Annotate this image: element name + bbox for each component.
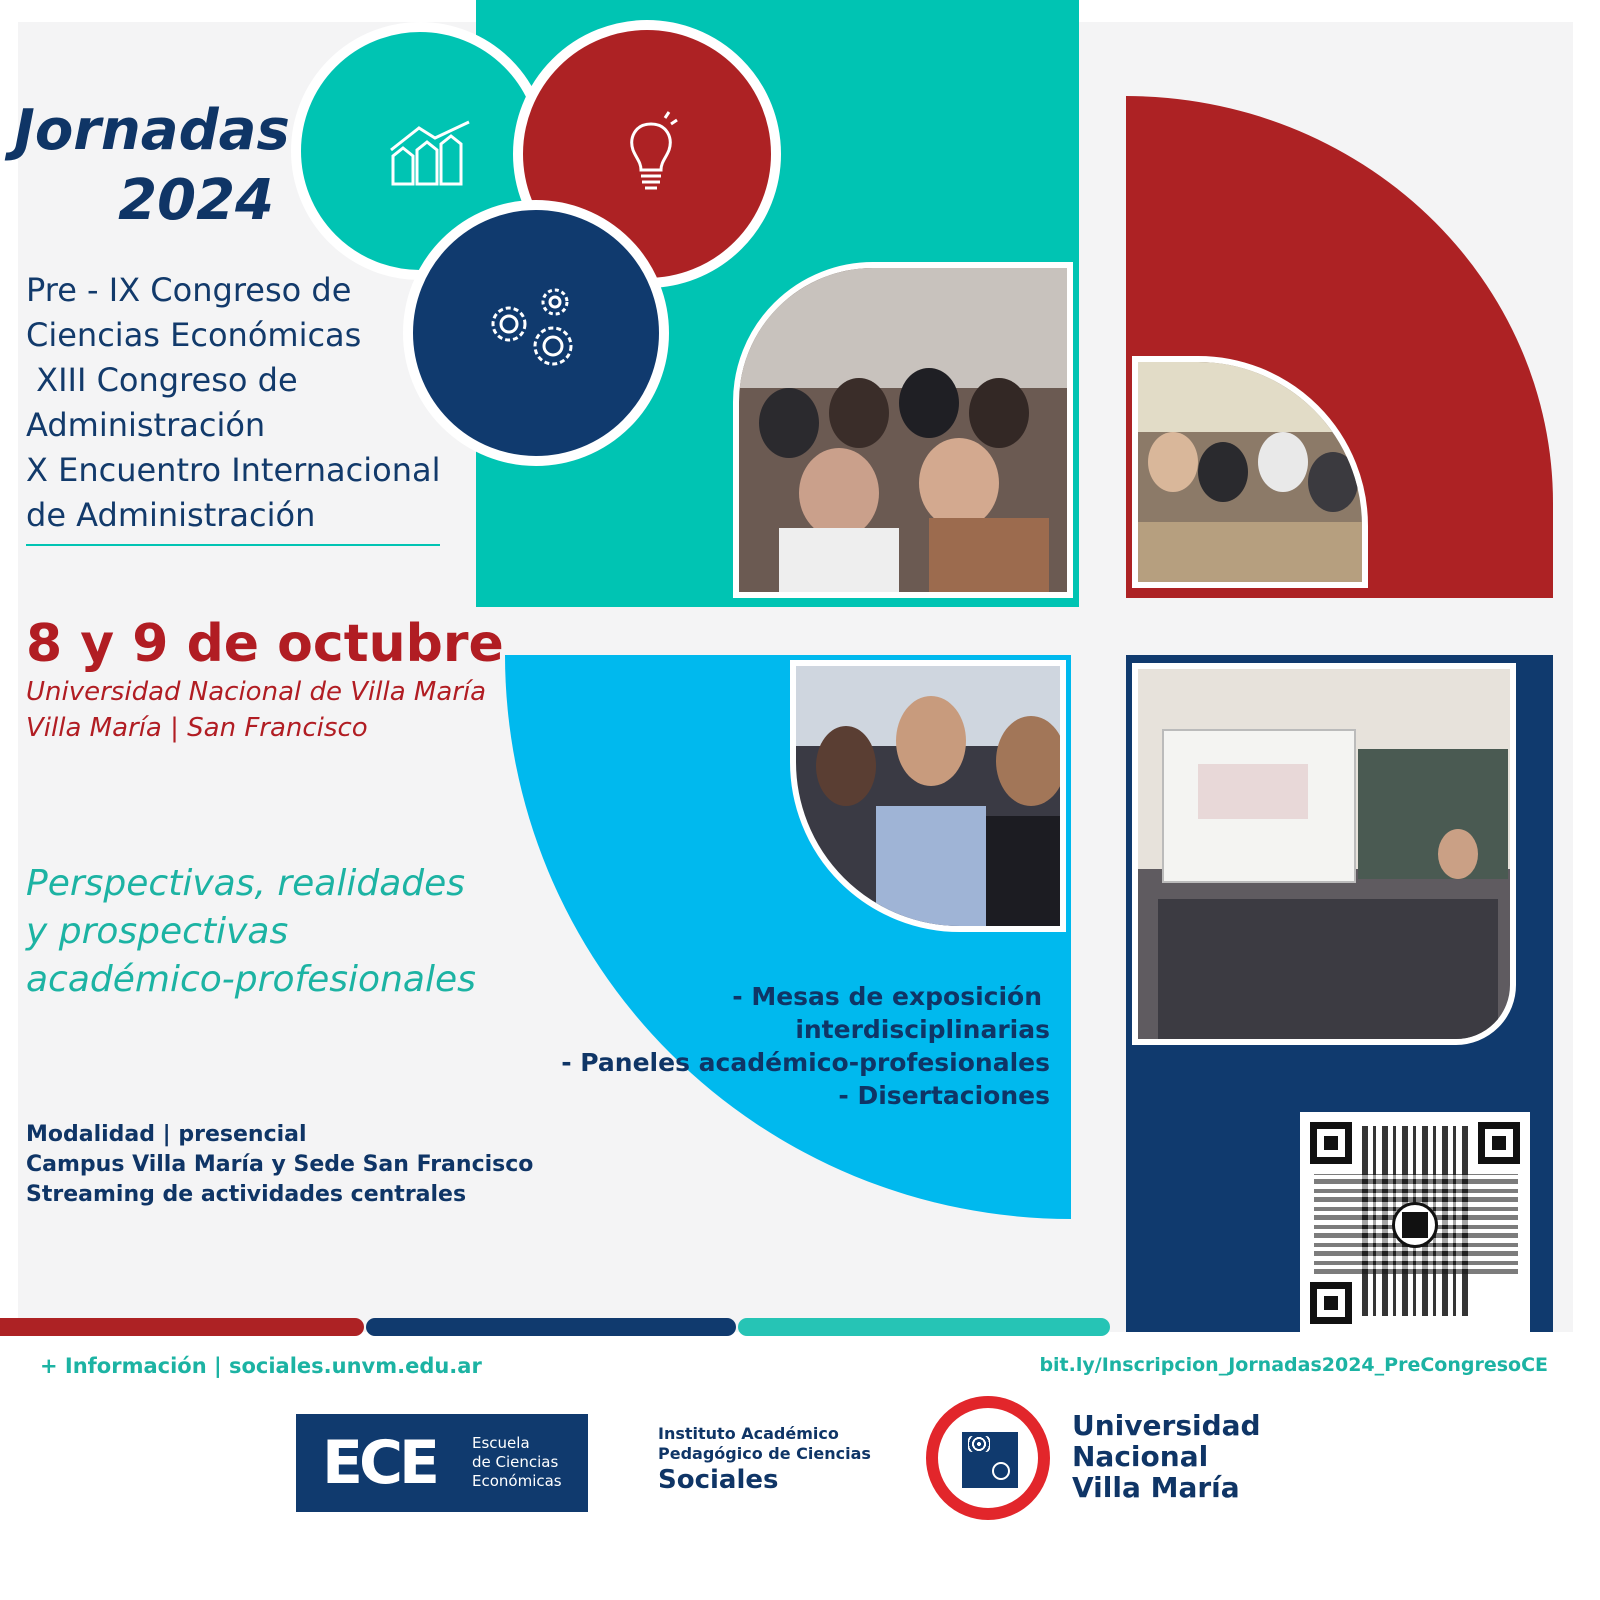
unvm-wordmark: Universidad Nacional Villa María: [1072, 1409, 1261, 1504]
modality-line-3: Streaming de actividades centrales: [26, 1182, 467, 1207]
divider: [26, 544, 440, 546]
tagline: [26, 860, 476, 1004]
tagline-line-1: Perspectivas, realidades: [26, 863, 466, 904]
activity-line: - Paneles académico-profesionales: [561, 1048, 1050, 1077]
title-line-1: Jornadas: [14, 98, 290, 163]
bar-chart-trend-icon: [389, 120, 479, 190]
navy-circle: [403, 200, 669, 466]
activity-line: - Disertaciones: [838, 1081, 1050, 1110]
classroom-photo: [1132, 356, 1368, 588]
iapcs-logo: Instituto Académico Pedagógico de Ciencias Sociales: [658, 1424, 871, 1495]
event-date: 8 y 9 de octubre: [26, 614, 504, 674]
info-link[interactable]: + Información | sociales.unvm.edu.ar: [40, 1354, 482, 1378]
event-locations: Villa María | San Francisco: [26, 713, 368, 743]
congress-line: XIII Congreso de: [26, 361, 298, 399]
qr-code[interactable]: [1300, 1112, 1530, 1334]
congress-line: de Administración: [26, 496, 316, 534]
activity-line: - Mesas de exposición: [732, 982, 1042, 1011]
tagline-line-3: académico-profesionales: [26, 959, 476, 1000]
lecture-photo: [1132, 663, 1516, 1045]
modality-info: [26, 1120, 533, 1210]
event-place: [26, 674, 486, 746]
navy-bar: [366, 1318, 736, 1336]
event-university: Universidad Nacional de Villa María: [26, 677, 487, 707]
congress-line: Ciencias Económicas: [26, 316, 362, 354]
congress-line: Administración: [26, 406, 266, 444]
registration-link[interactable]: bit.ly/Inscripcion_Jornadas2024_PreCongresoCE: [1039, 1354, 1548, 1376]
red-bar: [0, 1318, 364, 1336]
congress-line: Pre - IX Congreso de: [26, 271, 352, 309]
tagline-line-2: y prospectivas: [26, 911, 289, 952]
teal-bar: [738, 1318, 1110, 1336]
unvm-emblem: [926, 1396, 1050, 1520]
title-line-2: 2024: [118, 168, 274, 233]
congress-list: [26, 268, 440, 538]
modality-line-2: Campus Villa María y Sede San Francisco: [26, 1152, 534, 1177]
congress-line: X Encuentro Internacional: [26, 451, 441, 489]
activities-list: [560, 980, 1050, 1112]
gears-icon: [481, 280, 591, 380]
ece-text: Escuela de Ciencias Económicas: [472, 1434, 562, 1490]
modality-line-1: Modalidad | presencial: [26, 1122, 307, 1147]
activity-line: interdisciplinarias: [795, 1015, 1050, 1044]
page-title: [14, 96, 290, 236]
audience-photo: [733, 262, 1073, 598]
ece-logo: [296, 1414, 588, 1512]
ece-mark: ECE: [322, 1428, 437, 1498]
lightbulb-icon: [621, 110, 681, 200]
